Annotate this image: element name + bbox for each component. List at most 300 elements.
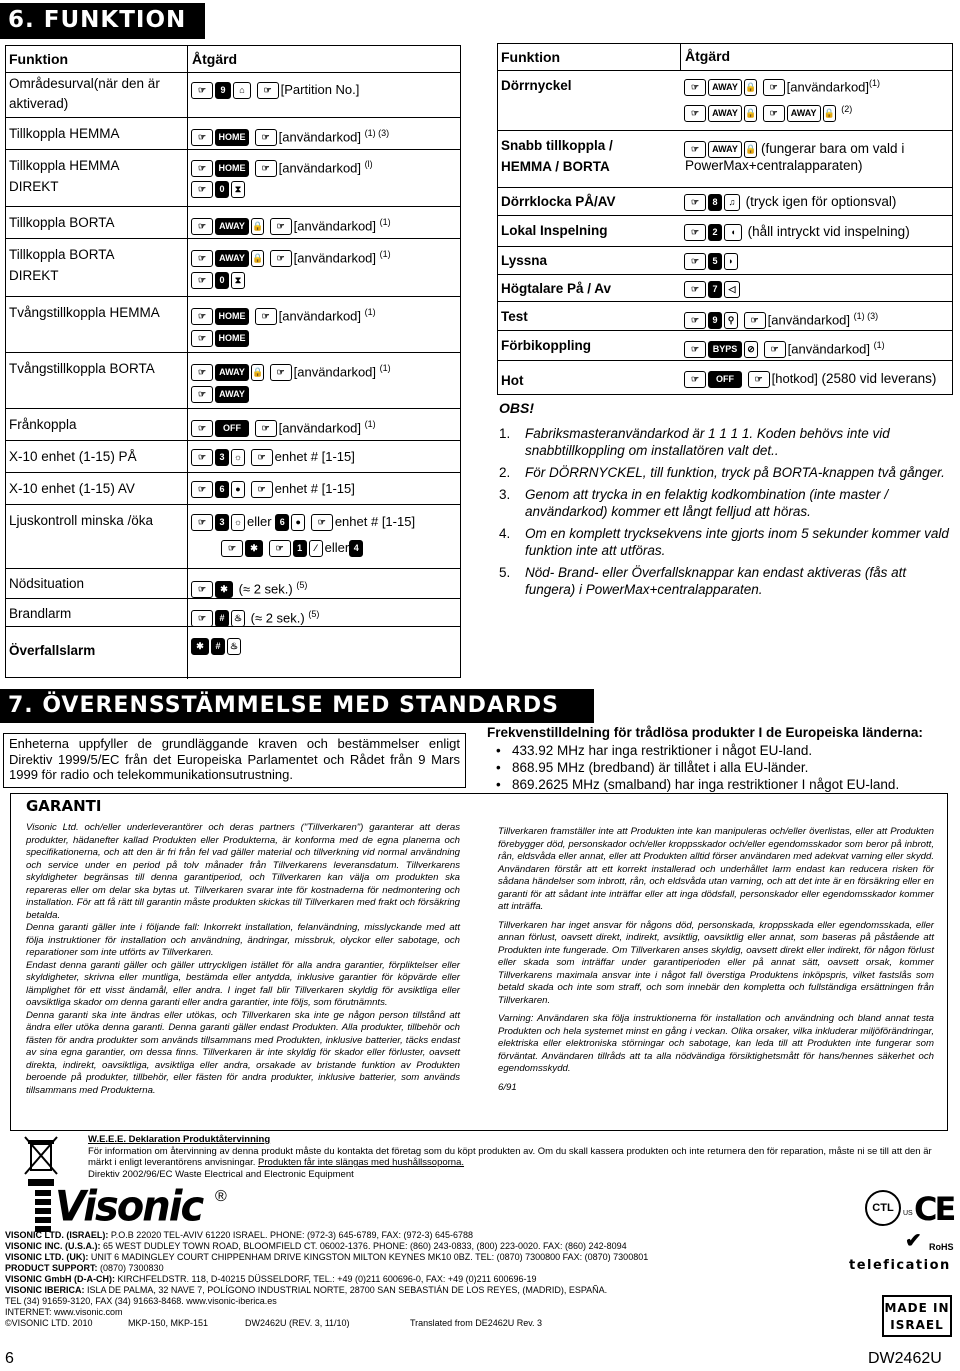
- action-text: (≈ 2 sek.): [250, 610, 305, 626]
- row-action: [191, 575, 307, 599]
- row-label: Snabb tillkoppla / HEMMA / BORTA: [501, 138, 613, 174]
- contact-block: [5, 1230, 845, 1330]
- hand-icon: ☞: [191, 514, 213, 531]
- contact-bold: VISONIC INC. (U.S.A.):: [5, 1241, 101, 1251]
- row-tillkoppla-borta-direkt: [6, 238, 460, 296]
- garanti-title: GARANTI: [26, 797, 102, 815]
- footnote-ref: (1): [379, 217, 391, 227]
- left-function-table: [5, 45, 461, 678]
- hand-icon: ☞: [684, 141, 706, 158]
- dim-icon: ⁄: [309, 540, 323, 557]
- lock-icon: 🔒: [251, 218, 264, 235]
- row-forbikoppling: [498, 330, 952, 360]
- obs-list: [499, 425, 954, 598]
- obs-text: Om en komplett trycksekvens inte gjorts inom 5 sekunder kommer vald funktion inte att utföras.: [525, 526, 949, 558]
- key-4-icon: 4: [349, 540, 363, 557]
- hand-icon: ☞: [684, 224, 706, 241]
- obs-text: Fabriksmasteranvändarkod är 1 1 1 1. Koden behövs inte vid snabbtillkoppling om installatören valt det..: [525, 426, 890, 458]
- hand-icon: ☞: [191, 218, 213, 235]
- garanti-paragraph: 6/91: [498, 1081, 517, 1093]
- obs-num: 5.: [499, 565, 511, 580]
- hand-icon: ☞: [269, 540, 291, 557]
- away-key-icon: AWAY: [215, 218, 249, 235]
- eller-text: eller: [324, 540, 350, 555]
- page-number: 6: [5, 1350, 14, 1367]
- row-label: Tillkoppla BORTA DIREKT: [9, 247, 114, 283]
- home-key-icon: HOME: [215, 308, 249, 325]
- hourglass-icon: ⧗: [231, 181, 245, 198]
- away-key-icon: AWAY: [215, 364, 249, 381]
- away-key-icon: AWAY: [215, 250, 249, 267]
- lock-icon: 🔒: [744, 105, 757, 122]
- hand-icon: ☞: [748, 371, 770, 388]
- checkmark-icon: ✔: [905, 1230, 922, 1252]
- garanti-paragraph: Denna garanti gäller inte i följande fall: Inkorrekt installation, felanvändning, misslyckande med att följa instruktioner för installation och användning, ändringar, missbruk, olyckor eller sabotage, och reparationer som inte utförts av Tillverkaren.: [26, 922, 460, 958]
- rohs-text: RoHS: [929, 1242, 954, 1252]
- hand-icon: ☞: [257, 82, 279, 99]
- rohs-mark: [905, 1232, 955, 1258]
- made-in-text: MADE IN: [884, 1301, 950, 1315]
- obs-num: 3.: [499, 487, 511, 502]
- compliance-text: Enheterna uppfyller de grundläggande kraven och bestämmelser enligt Direktiv 1999/5/EC från det Europeiska Parlamentet och Rådet från 9 Mars 1999 för radio och telekommunikationsutrustning.: [9, 736, 460, 782]
- row-action: [191, 414, 376, 438]
- contact-line: [5, 1274, 845, 1285]
- hash-key-icon: #: [211, 638, 225, 655]
- row-action: [684, 335, 885, 359]
- star-key-icon: ✱: [245, 540, 263, 557]
- header-atgard: Åtgärd: [192, 51, 238, 67]
- row-action: [191, 79, 359, 100]
- garanti-paragraph: Visonic Ltd. och/eller underleverantörer och deras partners ("Tillverkaren") garanterar att deras produkter, hädanefter kallad Produkten eller Produkterna, är konforma med de egna planerna och specifikationerna, och att den är fri från fel vad gäller material och tillverkning vid normal användning och service under en period på tolv månader från Tillverkarens leveransdatum. Tillverkarens skyldigheter begränsas till denna garantiperiod, och Tillverkaren kan välja om produkten ska repareras eller om delar ska bytas ut. Tillverkaren svarar inte för kostnaderna för nedmontering och installation. För att få rätt till garantin måste produkten skickas till Tillverkaren med frakt och försäkring betalda.: [26, 822, 460, 921]
- star-key-icon: ✱: [215, 581, 233, 598]
- away-key-icon: AWAY: [708, 141, 742, 158]
- hand-icon: ☞: [255, 420, 277, 437]
- contact-line: [5, 1241, 845, 1252]
- key-3-icon: 3: [215, 514, 229, 531]
- row-lokal-inspelning: [498, 215, 952, 246]
- row-hogtalare: [498, 274, 952, 301]
- row-dorrnyckel: [498, 70, 952, 130]
- contact-bold: PRODUCT SUPPORT:: [5, 1263, 98, 1273]
- hand-icon: ☞: [255, 160, 277, 177]
- weee-text: [88, 1146, 950, 1169]
- hand-icon: ☞: [191, 386, 213, 403]
- cert-marks: [700, 1190, 954, 1230]
- contact-bold: VISONIC GmbH (D-A-CH):: [5, 1274, 115, 1284]
- bulb-icon: ☼: [231, 514, 245, 531]
- hand-icon: ☞: [191, 181, 213, 198]
- row-tillkoppla-hemma: [6, 117, 460, 149]
- weee-text-main: För information om återvinning av denna produkt måste du kontakta det företag som du köpt produkten av. Om du skall kassera produkten och inte returnera den för reparation, måste ni se till att den är märkt i enligt leverantörens anvisningar.: [88, 1145, 932, 1168]
- contact-line: [5, 1230, 845, 1241]
- hand-icon: ☞: [684, 341, 706, 358]
- frequency-item: • 433.92 MHz har inga restriktioner i något EU-land.: [496, 743, 813, 758]
- weee-text-underlined: Produkten får inte slängas med hushållssoporna.: [258, 1157, 465, 1168]
- footnote-ref: (1): [873, 340, 885, 350]
- right-table-header: [498, 44, 952, 70]
- home-key-icon: HOME: [215, 160, 249, 177]
- row-ljuskontroll: [6, 504, 460, 568]
- action-text: (håll intryckt vid inspelning): [747, 224, 910, 239]
- action-text: [användarkod]: [293, 364, 377, 380]
- row-action-2: [191, 327, 251, 348]
- key-2-icon: 2: [708, 224, 722, 241]
- weee-box: [88, 1134, 950, 1180]
- row-label: Överfallslarm: [9, 643, 96, 658]
- row-label: Hot: [501, 373, 524, 388]
- key-8-icon: 8: [708, 194, 722, 211]
- key-1-icon: 1: [293, 540, 307, 557]
- frequency-text: 433.92 MHz har inga restriktioner i något EU-land.: [512, 743, 813, 758]
- row-dorrklocka: [498, 187, 952, 215]
- lock-icon: 🔒: [823, 105, 836, 122]
- row-label: Lyssna: [501, 253, 548, 268]
- ctl-mark: [865, 1190, 901, 1226]
- footnote-ref: (l): [364, 159, 373, 169]
- footnote-ref: (1): [379, 249, 391, 259]
- garanti-paragraph: Endast denna garanti gäller och gäller uttryckligen istället för alla andra garantier, förpliktelser eller skyldigheter, skrivna eller muntliga, bestämda eller antydda, inklusive garantier för köpvärde eller lämplighet för ett visst ändamål, eller andra. I inget fall blir Tillverkaren skyldig för avsiktliga eller oavsiktliga skador om denna garanti eller andra garantier, inte följs, som förutnämnts.: [26, 959, 460, 1008]
- action-text: [Partition No.]: [280, 82, 360, 97]
- footnote-ref: (5): [296, 580, 308, 590]
- hand-icon: ☞: [255, 308, 277, 325]
- away-key-icon: AWAY: [708, 79, 742, 96]
- hand-icon: ☞: [191, 364, 213, 381]
- row-lyssna: [498, 246, 952, 274]
- compliance-box: [3, 733, 466, 788]
- telefication-mark: telefication: [849, 1258, 951, 1273]
- obs-item: [499, 525, 954, 559]
- ear-icon: ◗: [724, 253, 738, 270]
- contact-bold: VISONIC LTD. (UK):: [5, 1252, 89, 1262]
- garanti-paragraph: Tillverkaren har inget ansvar för någons död, personskada, kroppsskada eller egendomsskada, eller annan förlust, oavsett direkt, indirekt, avsiktlig, oavsiktlig eller annat, som baseras på påstående att Produkten inte fungerade. Om Tillverkaren anses skyldig, oavsett direkt eller indirekt, för någon förlust eller skada som inträffar under garantiperioden eller på annat sätt, oavsett orsak, kommer Tillverkarens maximala ansvar inte i något fall överstiga Produktens inköpspris, vilket fastslås som betald skada och inte som straff, och som innebär den kompletta och fullständiga ersättningen från Tillverkaren.: [498, 919, 934, 1006]
- hand-icon: ☞: [684, 312, 706, 329]
- row-action: [684, 73, 880, 97]
- hand-icon: ☞: [221, 540, 243, 557]
- israel-text: ISRAEL: [890, 1318, 944, 1332]
- left-table-header: [6, 46, 460, 72]
- star-key-icon: ✱: [191, 638, 209, 655]
- bulb-icon: ☼: [231, 449, 245, 466]
- made-in-israel-box: [882, 1295, 952, 1337]
- models-text: MKP-150, MKP-151: [128, 1318, 209, 1328]
- row-action: [684, 221, 910, 242]
- lock-icon: 🔒: [744, 79, 757, 96]
- row-label: Tvångstillkoppla BORTA: [9, 361, 155, 376]
- weee-directive: Direktiv 2002/96/EC Waste Electrical and Electronic Equipment: [88, 1168, 354, 1180]
- row-action: [191, 123, 389, 147]
- hand-icon: ☞: [251, 449, 273, 466]
- obs-item: [499, 425, 954, 459]
- footnote-ref: (5): [308, 609, 320, 619]
- hand-icon: ☞: [191, 420, 213, 437]
- row-action: [684, 191, 896, 212]
- row-label: Förbikoppling: [501, 338, 591, 353]
- row-label: Frånkoppla: [9, 417, 77, 432]
- obs-notes: [499, 400, 954, 603]
- row-label: X-10 enhet (1-15) PÅ: [9, 449, 137, 464]
- eller-text: eller: [247, 514, 272, 529]
- key-7-icon: 7: [708, 281, 722, 298]
- section-6-title: 6. FUNKTION: [0, 3, 205, 39]
- row-action: [191, 302, 376, 326]
- row-omradesurval: [6, 72, 460, 117]
- away-key-icon: AWAY: [215, 386, 249, 403]
- speaking-head-icon: ◖: [724, 224, 742, 241]
- row-label: Ljuskontroll minska /öka: [9, 513, 154, 528]
- hand-icon: ☞: [270, 250, 292, 267]
- hand-icon: ☞: [270, 364, 292, 381]
- row-label: Nödsituation: [9, 576, 85, 591]
- hand-icon: ☞: [191, 160, 213, 177]
- document-code: DW2462U: [868, 1350, 942, 1367]
- lock-icon: 🔒: [744, 141, 757, 158]
- obs-text: Genom att trycka in en felaktig kodkombination (inte master / användarkod) kommer ett långt felljud att höras.: [525, 487, 889, 519]
- hand-icon: ☞: [191, 272, 213, 289]
- hourglass-icon: ⧗: [231, 272, 245, 289]
- action-text: [användarkod]: [278, 160, 362, 176]
- hand-icon: ☞: [764, 341, 786, 358]
- hand-icon: ☞: [270, 218, 292, 235]
- row-x10-av: [6, 472, 460, 504]
- right-function-table: [497, 43, 953, 395]
- logo-stripes: [35, 1190, 51, 1232]
- contact-line: [5, 1252, 845, 1263]
- chime-icon: ♫: [724, 194, 740, 211]
- action-text: [användarkod]: [786, 79, 870, 95]
- garanti-paragraph: Tillverkaren framställer inte att Produkten inte kan manipuleras och/eller överlistas, eller att Produkten förebygger död, personskador och/eller kroppsskador och/eller egendomsskador som beror på inbrott, rån, eldsvåda eller annat, eller att Produkten alltid förser användaren med adekvat varning eller skydd. Användaren förstår att ett korrekt installerad och underhållet larm endast kan reducera risken för sådana händelser som inbrott, rån, och eldsvåda utan varning, och att det inte är en försäkring eller en garanti för att sådant inte inträffar eller att inga dödsfall, personskador eller egendomsskador kommer att inträffa.: [498, 826, 934, 912]
- action-text: [användarkod]: [278, 129, 362, 145]
- row-overfallslarm: [6, 626, 460, 678]
- obs-num: 1.: [499, 426, 511, 441]
- row-action: [191, 511, 415, 532]
- row-action-2: [191, 383, 251, 404]
- frequency-item: • 868.95 MHz (bredband) är tillåtet i alla EU-länder.: [496, 760, 809, 775]
- row-snabb-tillkoppla: [498, 130, 952, 187]
- hand-icon: ☞: [763, 105, 785, 122]
- key-5-icon: 5: [708, 253, 722, 270]
- hand-icon: ☞: [684, 79, 706, 96]
- obs-text: För DÖRRNYCKEL, till funktion, tryck på BORTA-knappen två gånger.: [525, 465, 945, 480]
- footnote-ref: (1): [364, 307, 376, 317]
- hand-icon: ☞: [684, 105, 706, 122]
- hash-key-icon: #: [215, 610, 229, 627]
- key-0-icon: 0: [215, 272, 229, 289]
- action-text: [hotkod]: [771, 371, 818, 386]
- bulb-dark-icon: ●: [231, 481, 245, 498]
- home-key-icon: HOME: [215, 330, 249, 347]
- row-action-2: [684, 99, 852, 123]
- contact-text: INTERNET: www.visonic.com: [5, 1307, 123, 1317]
- section-7-title: 7. ÖVERENSSTÄMMELSE MED STANDARDS: [0, 689, 594, 723]
- row-tillkoppla-hemma-direkt: [6, 149, 460, 206]
- row-action: [684, 368, 936, 389]
- header-atgard: Åtgärd: [685, 48, 731, 64]
- key-3-icon: 3: [215, 449, 229, 466]
- hand-icon: ☞: [684, 281, 706, 298]
- frequency-title: Frekvenstilldelning för trådlösa produkter I de Europeiska länderna:: [487, 725, 923, 740]
- hand-icon: ☞: [684, 194, 706, 211]
- footer-doc-line: [5, 1318, 845, 1330]
- row-action-2: [191, 269, 247, 290]
- doc-number-text: DW2462U (REV. 3, 11/10): [245, 1318, 350, 1328]
- weee-bin-icon: [22, 1134, 60, 1188]
- house-icon: ⌂: [233, 82, 251, 99]
- row-action: [191, 446, 355, 467]
- action-text: enhet # [1-15]: [274, 449, 355, 464]
- row-label: Brandlarm: [9, 606, 72, 621]
- row-tvangstillkoppla-hemma: [6, 296, 460, 352]
- hand-icon: ☞: [311, 514, 333, 531]
- action-text: [användarkod]: [278, 420, 362, 436]
- hand-icon: ☞: [684, 253, 706, 270]
- frequency-box: [487, 725, 953, 793]
- contact-line: [5, 1296, 845, 1307]
- magnifier-icon: ⚲: [724, 312, 738, 329]
- row-label: Områdesurval(när den är aktiverad): [9, 76, 160, 111]
- contact-bold: VISONIC LTD. (ISRAEL):: [5, 1230, 109, 1240]
- row-action-2: [191, 178, 247, 199]
- row-action: [191, 154, 373, 178]
- visonic-logo: [35, 1182, 235, 1232]
- row-x10-pa: [6, 440, 460, 472]
- obs-num: 2.: [499, 465, 511, 480]
- obs-num: 4.: [499, 526, 511, 541]
- garanti-right-column: [498, 826, 934, 1094]
- contact-line: [5, 1285, 845, 1296]
- hand-icon: ☞: [763, 79, 785, 96]
- lock-icon: 🔒: [251, 364, 264, 381]
- fire-icon: ♨: [227, 638, 241, 655]
- away-key-icon: AWAY: [787, 105, 821, 122]
- action-text: [användarkod]: [293, 218, 377, 234]
- contact-text: P.O.B 22020 TEL-AVIV 61220 ISRAEL. PHONE: (972-3) 645-6789, FAX: (972-3) 645-6788: [108, 1230, 474, 1240]
- contact-text: (0870) 7300830: [97, 1263, 164, 1273]
- contact-line: [5, 1263, 845, 1274]
- logo-text: Visonic: [55, 1182, 203, 1232]
- lock-icon: 🔒: [251, 250, 264, 267]
- contact-bold: VISONIC IBERICA:: [5, 1285, 85, 1295]
- footnote-ref: (1): [379, 363, 391, 373]
- row-action: [684, 306, 878, 330]
- contact-line: [5, 1307, 845, 1318]
- header-funktion: Funktion: [9, 51, 69, 67]
- row-tvangstillkoppla-borta: [6, 352, 460, 408]
- row-action: [684, 278, 742, 299]
- garanti-left-column: [26, 822, 460, 1097]
- bypass-icon: ⊘: [744, 341, 758, 358]
- action-extra: (2580 vid leverans): [821, 371, 937, 386]
- contact-text: ISLA DE PALMA, 32 NAVE 7, POLÍGONO INDUSTRIAL NORTE, 28700 SAN SEBASTIÁN DE LOS REYES, (MADRID), ESPAÑA.: [84, 1285, 608, 1295]
- row-label: Tillkoppla HEMMA DIREKT: [9, 158, 119, 194]
- hand-icon: ☞: [191, 82, 213, 99]
- row-action: [191, 604, 319, 628]
- contact-text: KIRCHFELDSTR. 118, D-40215 DÜSSELDORF, TEL.: +49 (0)211 600696-0, FAX: +49 (0)211 600696-19: [115, 1274, 537, 1284]
- row-brandlarm: [6, 598, 460, 626]
- translation-text: Translated from DE2462U Rev. 3: [410, 1318, 543, 1328]
- frequency-text: 868.95 MHz (bredband) är tillåtet i alla EU-länder.: [512, 760, 809, 775]
- row-label: Tillkoppla BORTA: [9, 215, 115, 230]
- hand-icon: ☞: [191, 308, 213, 325]
- action-text: enhet # [1-15]: [334, 514, 416, 529]
- hand-icon: ☞: [191, 481, 213, 498]
- hand-icon: ☞: [191, 330, 213, 347]
- hand-icon: ☞: [191, 610, 213, 627]
- action-text: [användarkod]: [293, 250, 377, 266]
- row-label: Tvångstillkoppla HEMMA: [9, 305, 160, 320]
- row-tillkoppla-borta: [6, 206, 460, 238]
- row-hot: [498, 360, 952, 395]
- ctl-us: US: [903, 1210, 913, 1217]
- obs-item: [499, 564, 954, 598]
- row-nodsituation: [6, 568, 460, 598]
- key-6-icon: 6: [215, 481, 229, 498]
- contact-text: TEL (34) 91659-3120, FAX (34) 91663-8468. www.visonic-iberica.es: [5, 1296, 277, 1306]
- hand-icon: ☞: [191, 250, 213, 267]
- row-action-2: [221, 537, 365, 558]
- fire-icon: ♨: [231, 610, 245, 627]
- hand-icon: ☞: [684, 371, 706, 388]
- contact-text: 65 WEST DUDLEY TOWN ROAD, BLOOMFIELD CT. 06002-1376. PHONE: (860) 243-0833, (800) 223-0020. FAX: (860) 242-8094: [100, 1241, 627, 1251]
- garanti-paragraph: Varning: Användaren ska följa instruktionerna för installation och användning och bland annat testa Produkten och hela systemet minst en gång i veckan. Olika orsaker, vilka inkluderar miljöförändringar, elektriska eller elektroniska störningar och sabotage, kan leda till att Produkten inte fungerar som förväntat. Användaren tillråds att ta alla nödvändiga försiktighetsmått för hans/hennes säkerhet och egendomsskydd.: [498, 1013, 934, 1074]
- ctl-text: CTL: [872, 1202, 894, 1214]
- copyright-text: ©VISONIC LTD. 2010: [5, 1318, 93, 1328]
- row-action: [684, 250, 740, 271]
- key-9-icon: 9: [708, 312, 722, 329]
- action-text: enhet # [1-15]: [274, 481, 355, 496]
- row-action: [191, 244, 391, 268]
- obs-title: OBS!: [499, 400, 534, 416]
- overfall-divider: [187, 627, 188, 679]
- off-key-icon: OFF: [215, 420, 249, 437]
- row-label: X-10 enhet (1-15) AV: [9, 481, 135, 496]
- key-6-icon: 6: [275, 514, 289, 531]
- obs-text: Nöd- Brand- eller Överfallsknappar kan endast aktiveras (fås att fungera) i PowerMax+centralapparaten.: [525, 565, 907, 597]
- row-action: [191, 635, 243, 656]
- action-text: [användarkod]: [787, 341, 871, 357]
- ce-mark: CE: [914, 1190, 954, 1228]
- speaker-mute-icon: ◁: [724, 281, 740, 298]
- home-key-icon: HOME: [215, 129, 249, 146]
- frequency-text: 869.2625 MHz (smalband) har inga restriktioner I något EU-land.: [512, 777, 900, 792]
- obs-item: [499, 464, 954, 481]
- key-0-icon: 0: [215, 181, 229, 198]
- footnote-ref: (1) (3): [364, 128, 390, 138]
- weee-title: W.E.E.E. Deklaration Produktåtervinning: [88, 1134, 271, 1145]
- footnote-ref: (1) (3): [853, 311, 879, 321]
- row-label: Lokal Inspelning: [501, 223, 608, 238]
- footnote-ref: (2): [841, 104, 853, 114]
- byps-key-icon: BYPS: [708, 341, 742, 358]
- hand-icon: ☞: [191, 581, 213, 598]
- hand-icon: ☞: [191, 449, 213, 466]
- off-key-icon: OFF: [708, 371, 742, 388]
- row-action: [191, 212, 391, 236]
- row-action: [191, 478, 355, 499]
- footnote-ref: (1): [364, 419, 376, 429]
- action-text: (≈ 2 sek.): [238, 581, 293, 597]
- row-label: Dörrnyckel: [501, 78, 572, 93]
- hand-icon: ☞: [191, 129, 213, 146]
- action-text: [användarkod]: [278, 308, 362, 324]
- garanti-paragraph: Denna garanti ska inte ändras eller utökas, och Tillverkaren ska inte ge någon person tillstånd att ändra eller utöka denna garanti. Denna garanti gäller endast Produkten. Alla produkter, tillbehör och fästen för andra produkter som används tillsammans med Produkten, inklusive batterier, täcks endast av sina egna garantier, om dessa finns. Tillverkaren är inte skyldig för skador eller förluster, oavsett direkta, indirekt, oavsiktliga, avsiktliga eller andra, orsakade av bristande funktion av Produkten beroende på produkter, tillbehör, eller fästen för andra produkter, inklusive batterier, som används tillsammans med Produkterna.: [26, 1009, 460, 1096]
- bulb-dark-icon: ●: [291, 514, 305, 531]
- row-frankoppla: [6, 408, 460, 440]
- key-9-icon: 9: [215, 82, 231, 99]
- contact-text: UNIT 6 MADINGLEY COURT CHIPPENHAM DRIVE KINGSTON MILTON KEYNES MK10 0BZ. TEL: (0870) 7300800 FAX: (0870) 7300801: [88, 1252, 649, 1262]
- row-label: Tillkoppla HEMMA: [9, 126, 120, 141]
- row-action: [191, 358, 391, 382]
- obs-item: [499, 486, 954, 520]
